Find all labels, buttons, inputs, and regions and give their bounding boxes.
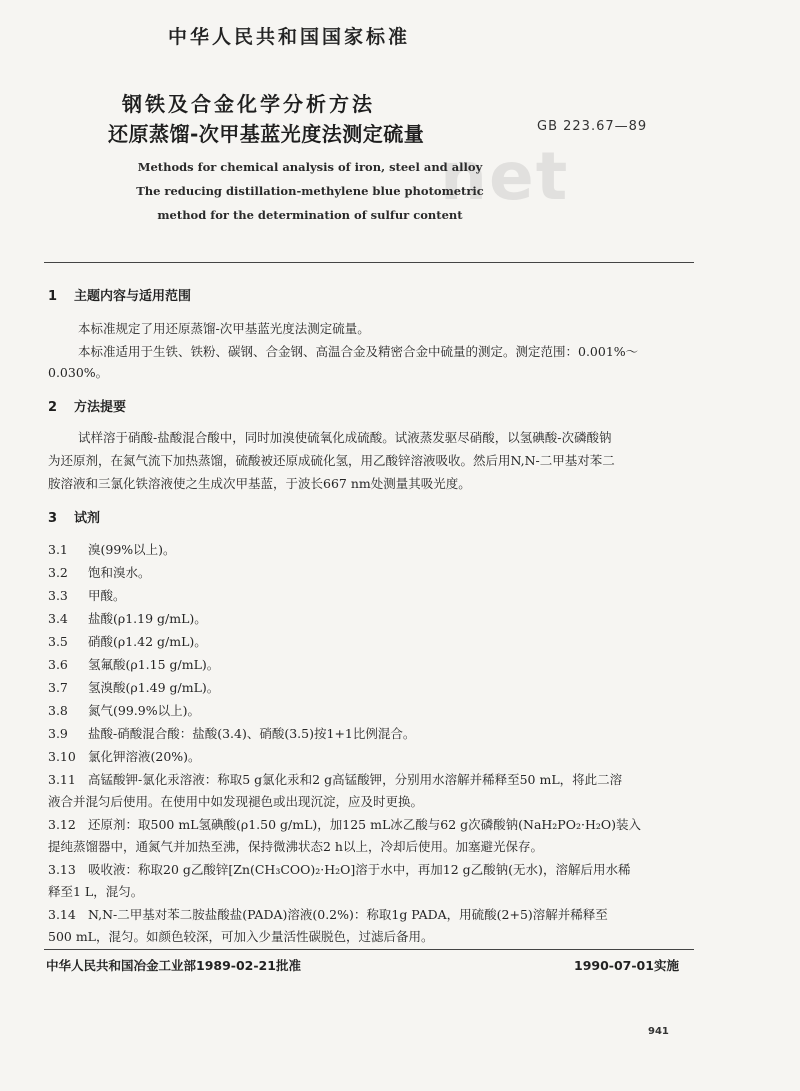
title-en-line2: The reducing distillation-methylene blue photometric: [136, 184, 484, 198]
section-number: 2: [48, 400, 58, 415]
section-number: 1: [48, 289, 58, 304]
list-item-continuation: 释至1 L，混匀。: [48, 884, 144, 899]
section-title: 试剂: [74, 511, 101, 526]
footer-rule: [44, 949, 694, 950]
list-item: 3.9 盐酸-硝酸混合酸：盐酸(3.4)、硝酸(3.5)按1+1比例混合。: [48, 726, 416, 741]
list-item: 3.12 还原剂：取500 mL氢碘酸(ρ1.50 g/mL)，加125 mL冰乙酸与62 g次磷酸钠(NaH₂PO₂·H₂O)装入: [48, 817, 641, 832]
list-item: 3.11 高锰酸钾-氯化汞溶液：称取5 g氯化汞和2 g高锰酸钾，分别用水溶解并稀释至50 mL，将此二溶: [48, 772, 623, 787]
standard-header: 中华人民共和国国家标准: [168, 26, 411, 48]
list-item: 3.8 氮气(99.9%以上)。: [48, 703, 200, 718]
title-cn-line1: 钢铁及合金化学分析方法: [122, 92, 375, 116]
approval-date: 中华人民共和国冶金工业部1989-02-21批准: [46, 958, 301, 973]
paragraph: 试样溶于硝酸-盐酸混合酸中，同时加溴使硫氧化成硫酸。试液蒸发驱尽硝酸，以氢碘酸-次磷酸钠: [78, 430, 612, 445]
section-3-heading: [48, 507, 100, 526]
paragraph: 本标准适用于生铁、铁粉、碳钢、合金钢、高温合金及精密合金中硫量的测定。测定范围：0.001%～: [78, 344, 639, 359]
list-item: 3.3 甲酸。: [48, 588, 126, 603]
watermark: net: [440, 138, 570, 215]
list-item: 3.2 饱和溴水。: [48, 565, 151, 580]
list-item: 3.10 氯化钾溶液(20%)。: [48, 749, 201, 764]
list-item-continuation: 液合并混匀后使用。在使用中如发现褪色或出现沉淀，应及时更换。: [48, 794, 424, 809]
paragraph: 0.030%。: [48, 365, 109, 380]
list-item: 3.14 N,N-二甲基对苯二胺盐酸盐(PADA)溶液(0.2%)：称取1g PADA，用硫酸(2+5)溶解并稀释至: [48, 907, 608, 922]
section-title: 主题内容与适用范围: [74, 289, 192, 304]
section-number: 3: [48, 511, 58, 526]
list-item: 3.5 硝酸(ρ1.42 g/mL)。: [48, 634, 207, 649]
list-item: 3.1 溴(99%以上)。: [48, 542, 176, 557]
effective-date: 1990-07-01实施: [574, 958, 679, 973]
list-item: 3.6 氢氟酸(ρ1.15 g/mL)。: [48, 657, 220, 672]
section-title: 方法提要: [74, 400, 127, 415]
list-item-continuation: 500 mL，混匀。如颜色较深，可加入少量活性碳脱色，过滤后备用。: [48, 929, 434, 944]
list-item: 3.4 盐酸(ρ1.19 g/mL)。: [48, 611, 207, 626]
paragraph: 为还原剂，在氮气流下加热蒸馏，硫酸被还原成硫化氢，用乙酸锌溶液吸收。然后用N,N-二甲基对苯二: [48, 453, 615, 468]
list-item: 3.7 氢溴酸(ρ1.49 g/mL)。: [48, 680, 220, 695]
title-en-line1: Methods for chemical analysis of iron, steel and alloy: [137, 160, 483, 174]
standard-code: GB 223.67—89: [537, 119, 648, 134]
title-en-line3: method for the determination of sulfur content: [157, 208, 463, 222]
paragraph: 胺溶液和三氯化铁溶液使之生成次甲基蓝，于波长667 nm处测量其吸光度。: [48, 476, 471, 491]
page-number: 941: [648, 1026, 669, 1037]
list-item: 3.13 吸收液：称取20 g乙酸锌[Zn(CH₃COO)₂·H₂O]溶于水中，再加12 g乙酸钠(无水)，溶解后用水稀: [48, 862, 631, 877]
paragraph: 本标准规定了用还原蒸馏-次甲基蓝光度法测定硫量。: [78, 321, 370, 336]
section-2-heading: [48, 396, 126, 415]
section-1-heading: [48, 285, 191, 304]
title-cn-line2: 还原蒸馏-次甲基蓝光度法测定硫量: [108, 122, 425, 146]
list-item-continuation: 提纯蒸馏器中，通氮气并加热至沸，保持微沸状态2 h以上，冷却后使用。加塞避光保存。: [48, 839, 543, 854]
title-rule: [44, 262, 694, 263]
